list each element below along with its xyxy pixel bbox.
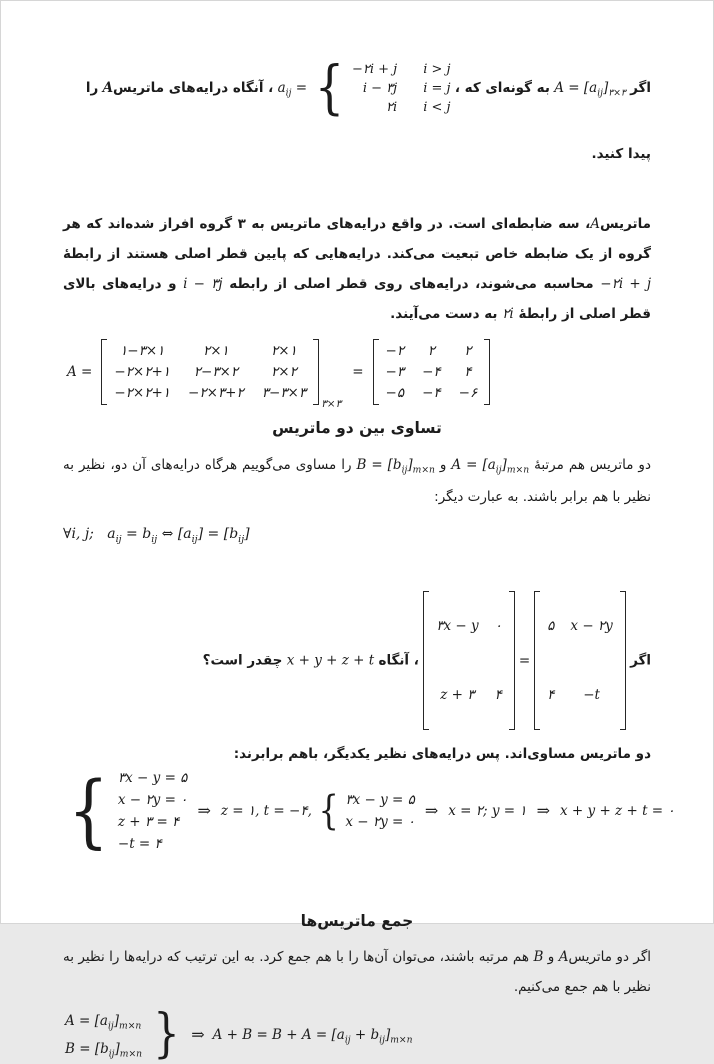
matrix-cell: ۴ (464, 364, 472, 380)
section1-text: دو ماتریس هم مرتبهٔ (534, 457, 651, 473)
matrix-cell: −۲×۲+۱ (114, 364, 171, 380)
equation: x − ۲y = ۰ (345, 814, 415, 830)
addition-formula (65, 1004, 651, 1064)
explanation-paragraph (63, 209, 651, 329)
explain-text: و درایه‌های بالای قطر اصلی از رابطهٔ (63, 276, 651, 322)
matrix-cell: x − ۲y (570, 618, 613, 634)
matrix-a-name: A (558, 949, 569, 965)
computed-matrix (101, 339, 343, 410)
problem1-find-text: را پیدا کنید. (85, 80, 651, 162)
solution2-derivation (63, 764, 675, 857)
and-word: و (547, 949, 555, 965)
equality-paragraph (63, 449, 651, 513)
problem2-if-word: اگر (630, 652, 651, 669)
matrix-right-bracket (509, 591, 515, 730)
matrix-cell: ۳−۳×۳ (261, 385, 307, 401)
system-left-brace: { (318, 788, 339, 834)
matrix-cell: ۲−۳×۲ (193, 364, 239, 380)
equation: −t = ۴ (117, 836, 162, 852)
equals-sign: = (518, 652, 531, 669)
problem1-matrix-name: A (102, 80, 114, 96)
equation-right-matrix (534, 591, 626, 730)
result-matrix (373, 339, 491, 405)
solution-step-zt: z = ۱, t = −۴, (220, 803, 312, 819)
section1-text: را مساوی می‌گوییم هرگاه درایه‌های آن دو، نظیر به نظیر با هم برابر باشند. به عبارت دیگر: (63, 457, 651, 505)
section2-text: هم مرتبه باشند، می‌توان آن‌ها را با هم جمع کرد. به این ترتیب که درایه‌ها را نظیر به نظیر با هم جمع می‌کنیم. (63, 949, 651, 995)
matrix-cell: ۴ (494, 687, 502, 703)
piecewise-cases (352, 60, 451, 117)
piecewise-lhs: $a_{ij}$ = (277, 80, 308, 99)
matrix-a-name: A (590, 216, 600, 232)
system-left-brace: { (68, 764, 109, 857)
solution1-computation (67, 339, 651, 410)
problem2-statement (63, 591, 651, 730)
solution-step-xy: x = ۲; y = ۱ (448, 803, 527, 819)
matrix-right-bracket (313, 339, 319, 405)
matrix-cell: −۲×۲+۱ (114, 385, 171, 401)
case-cond: i < j (423, 99, 451, 115)
matrix-a-definition: $A = [a_{ij}]_{m\times n}$ (451, 457, 530, 476)
matrix-cell: ۵ (547, 618, 555, 634)
matrix-cell: −۴ (422, 364, 441, 380)
explain-text: محاسبه می‌شوند، درایه‌های روی قطر اصلی از رابطه (229, 276, 594, 292)
matrix-b-definition: $B = [b_{ij}]_{m\times n}$ (65, 1040, 143, 1060)
matrix-cell: −۵ (385, 385, 405, 401)
equation-left-matrix (423, 591, 515, 730)
system-of-two (316, 790, 415, 832)
matrix-cells (429, 591, 509, 730)
matrix-cell: ۴ (547, 687, 555, 703)
equal-matrices-statement: دو ماتریس مساوی‌اند. پس درایه‌های نظیر یکدیگر، باهم برابرند: (233, 746, 651, 762)
equation: ۳x − y = ۵ (117, 770, 188, 786)
explain-text: ماتریس‌ (599, 216, 651, 232)
matrix-cell: −۴ (422, 385, 441, 401)
matrix-cell: ۲ (427, 343, 435, 359)
matrix-pair-stack (65, 1011, 142, 1059)
piecewise-left-brace: { (314, 53, 345, 122)
matrix-cells (107, 339, 313, 405)
section-title-addition: جمع ماتریس‌ها (300, 912, 414, 930)
addition-result: $A + B = B + A = [a_{ij} + b_{ij}]_{m\times n}$ (212, 1026, 413, 1046)
case-expr: −۲i + j (351, 61, 398, 77)
matrix-cell: −t (583, 687, 600, 703)
matrix-right-bracket (484, 339, 490, 405)
solution-final-sum: x + y + z + t = ۰ (560, 803, 675, 819)
explain-text: به دست می‌آیند. (390, 306, 498, 322)
explain-text: ، سه ضابطه‌ای است. در واقع درایه‌های ماتریس به ۳ گروه افراز شده‌اند که هر گروه از یک ضابطه خاص تبعیت می‌کند. درایه‌هایی که پایین قطر اصلی هستند از رابطهٔ (63, 216, 651, 262)
solution1-lhs: A = (67, 364, 93, 380)
case-cond: i = j (423, 80, 451, 96)
matrix-dimension-subscript: ۳×۳ (321, 398, 342, 410)
and-word: و (439, 457, 447, 473)
matrix-b-definition: $B = [b_{ij}]_{m\times n}$ (356, 457, 435, 476)
rule-lower-diagonal: −۲i + j (600, 276, 652, 292)
matrix-equation (423, 591, 626, 730)
system-of-four (63, 764, 188, 857)
system-equations (345, 790, 415, 832)
problem1-then-text: ، آنگاه درایه‌های ماتریس‌ (113, 80, 274, 96)
implies-arrow: ⇒ (191, 1025, 205, 1045)
matrix-a-definition: $A = [a_{ij}]_{m\times n}$ (65, 1012, 142, 1032)
matrix-cell: z + ۳ (440, 687, 475, 703)
implies-arrow: ⇒ (424, 801, 439, 820)
piecewise-definition (278, 55, 451, 121)
implies-arrow: ⇒ (536, 801, 551, 820)
problem2-question-text: چقدر است؟ (202, 652, 283, 669)
problem1-suchthat-text: به گونه‌ای که ، (454, 80, 550, 96)
equals-sign: = (352, 364, 364, 380)
addition-paragraph (63, 942, 651, 1002)
problem1-statement (63, 55, 651, 187)
case-expr: ۲i (386, 99, 398, 115)
closing-brace: } (153, 1004, 180, 1064)
problem1-matrix-definition: $A = [a_{ij}]_{۳\times ۳}$ (554, 80, 626, 99)
equality-formula: ∀i, j; $a_{ij} = b_{ij}$ ⇔ $[a_{ij}] = [b_{ij}]$ (63, 526, 250, 545)
system-equations (118, 768, 188, 854)
problem2-sum-expression: x + y + z + t (286, 652, 375, 669)
case-cond: i > j (423, 61, 451, 77)
implies-arrow: ⇒ (197, 801, 211, 820)
matrix-cell: ۳x − y (436, 618, 479, 634)
matrix-cell: ۲×۲ (271, 364, 297, 380)
matrix-cells (540, 591, 620, 730)
section2-text: اگر دو ماتریس‌ (568, 949, 652, 965)
matrix-cell: ۰ (494, 618, 502, 634)
matrix-right-bracket (620, 591, 626, 730)
equation: z + ۳ = ۴ (117, 814, 180, 830)
section-title-equality: تساوی بین دو ماتریس (272, 419, 442, 437)
matrix-cell: −۲ (385, 343, 405, 359)
matrix-cell: ۱−۳×۱ (120, 343, 165, 359)
matrix-cell: −۶ (458, 385, 478, 401)
matrix-cell: ۲ (464, 343, 472, 359)
matrix-cell: ۲×۱ (271, 343, 297, 359)
case-expr: i − ۳j (362, 80, 398, 96)
rule-main-diagonal: i − ۳j (183, 276, 223, 292)
matrix-cell: −۳ (385, 364, 405, 380)
problem1-if-word: اگر (630, 80, 651, 96)
equation: x − ۲y = ۰ (117, 792, 188, 808)
equation: ۳x − y = ۵ (345, 792, 415, 808)
matrix-cells (379, 339, 485, 405)
matrix-b-name: B (533, 949, 544, 965)
problem2-then-text: ، آنگاه (378, 652, 419, 669)
matrix-cell: ۲×۱ (202, 343, 229, 359)
matrix-cell: −۲×۳+۲ (188, 385, 244, 401)
rule-upper-diagonal: ۲i (502, 306, 514, 322)
